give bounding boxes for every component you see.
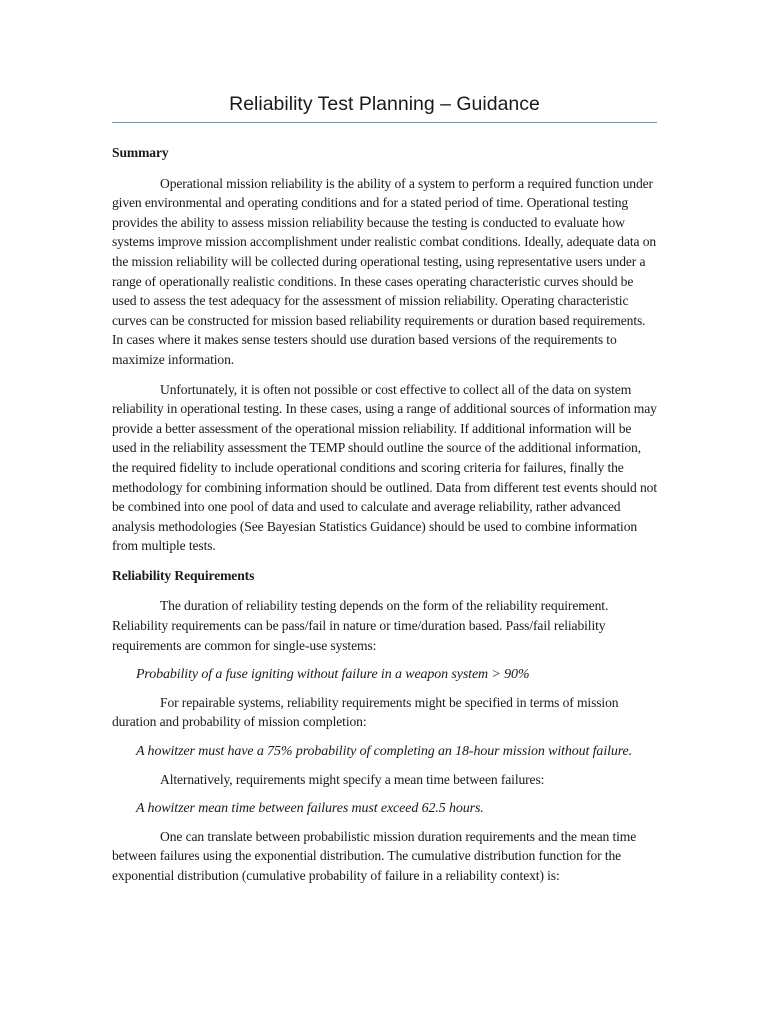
requirement-example-1: Probability of a fuse igniting without failure in a weapon system > 90% (136, 667, 530, 683)
requirement-example-3: A howitzer mean time between failures must exceed 62.5 hours. (136, 801, 484, 817)
requirement-example-2: A howitzer must have a 75% probability of completing an 18-hour mission without failure. (136, 744, 633, 760)
requirements-paragraph-4: One can translate between probabilistic mission duration requirements and the mean time between failures using the exponential distribution. The cumulative distribution function for the exponential distribution (cumulative probability of failure in a reliability context) is: (112, 828, 637, 883)
summary-heading: Summary (112, 145, 169, 160)
summary-paragraph-1: Operational mission reliability is the ability of a system to perform a required function under given environmental and operating conditions and for a stated period of time. Operational testing provides the ability to assess mission reliability because the testing is conducted to evaluate how systems improve mission accomplishment under realistic combat conditions. Ideally, adequate data on the mission reliability will be collected during operational testing, using representative users under a range of operationally realistic conditions. In these cases operating characteristic curves should be used to assess the test adequacy for the assessment of mission reliability. Operating characteristic curves can be constructed for mission based reliability requirements or duration based requirements. In cases where it makes sense testers should use duration based versions of the requirements to maximize information. (112, 175, 657, 367)
reliability-requirements-heading: Reliability Requirements (112, 567, 255, 583)
requirements-paragraph-1: The duration of reliability testing depends on the form of the reliability requirement. Reliability requirements can be pass/fail in nature or time/duration based. Pass/fail reliability requirements are common for single-use systems: (112, 598, 609, 653)
summary-paragraph-2: Unfortunately, it is often not possible or cost effective to collect all of the data on system reliability in operational testing. In these cases, using a range of additional sources of information may provide a better assessment of the operational mission reliability. If additional information will be used in the reliability assessment the TEMP should outline the source of the additional information, the required fidelity to include operational conditions and scoring criteria for failures, finally the methodology for combining information should be outlined. Data from different test events should not be combined into one pool of data and used to calculate and average reliability, rather advanced analysis methodologies (See Bayesian Statistics Guidance) should be used to combine information from multiple tests. (112, 381, 657, 554)
document-body (112, 143, 657, 896)
title-underline (112, 122, 657, 123)
requirements-paragraph-2: For repairable systems, reliability requirements might be specified in terms of mission duration and probability of mission completion: (112, 694, 619, 730)
page-title: Reliability Test Planning – Guidance (229, 93, 540, 115)
requirements-paragraph-3: Alternatively, requirements might specify a mean time between failures: (160, 771, 545, 787)
